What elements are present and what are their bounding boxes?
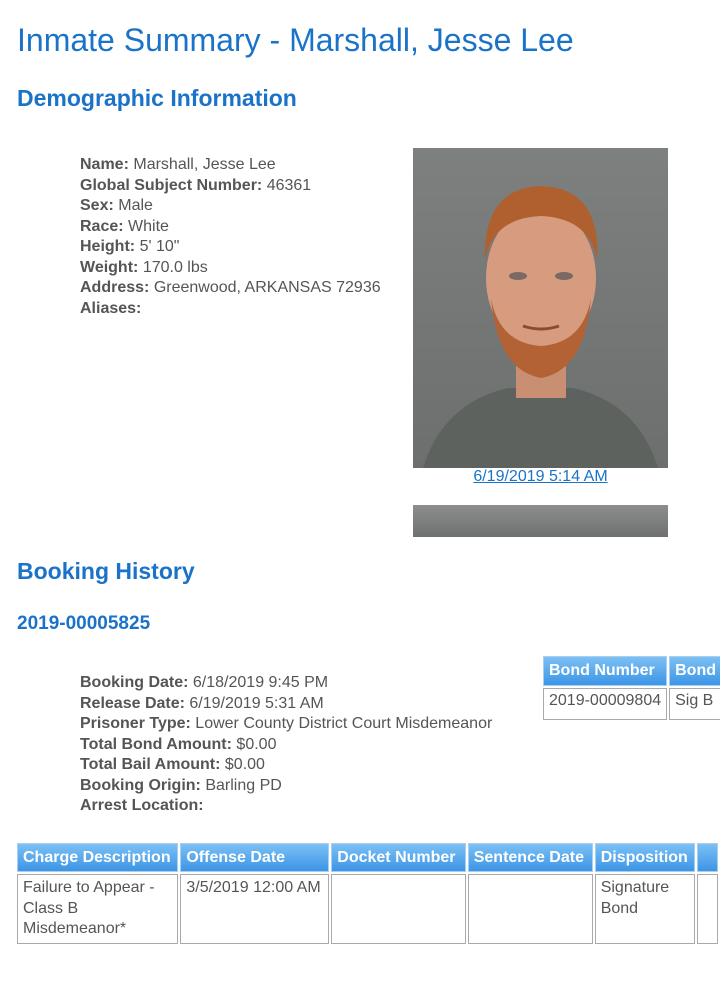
- field-release-date: Release Date: 6/19/2019 5:31 AM: [80, 694, 324, 712]
- sentence-date-column-header[interactable]: Sentence Date: [468, 843, 593, 872]
- field-sex: Sex: Male: [80, 197, 153, 214]
- charge-table: [15, 841, 720, 946]
- field-total-bail-amount: Total Bail Amount: $0.00: [80, 756, 265, 773]
- field-total-bond-amount: Total Bond Amount: $0.00: [80, 735, 277, 753]
- mugshot-image: [413, 148, 668, 468]
- sentence-date-cell: [468, 874, 593, 944]
- field-address: Address: Greenwood, ARKANSAS 72936: [80, 279, 381, 296]
- table-row: [543, 688, 720, 720]
- field-race: Race: White: [80, 217, 169, 235]
- booking-number: 2019-00005825: [17, 613, 151, 634]
- field-name: Name: Marshall, Jesse Lee: [80, 156, 276, 173]
- booking-info: [80, 673, 492, 817]
- disposition-column-header[interactable]: Disposition: [595, 843, 695, 872]
- docket-number-column-header[interactable]: Docket Number: [331, 843, 465, 872]
- mugshot-photo[interactable]: [413, 148, 668, 468]
- charge-description-column-header[interactable]: Charge Description: [17, 843, 178, 872]
- docket-number-cell: [331, 874, 465, 944]
- disposition-cell: Signature Bond: [595, 874, 695, 944]
- field-height: Height: 5' 10": [80, 238, 180, 255]
- demographic-heading: Demographic Information: [17, 85, 297, 111]
- field-global-subject-number: Global Subject Number: 46361: [80, 176, 312, 194]
- field-prisoner-type: Prisoner Type: Lower County District Court Misdemeanor: [80, 715, 493, 732]
- page-title: Inmate Summary - Marshall, Jesse Lee: [17, 22, 574, 58]
- field-weight: Weight: 170.0 lbs: [80, 258, 208, 276]
- bond-type-column-header[interactable]: Bond: [669, 656, 720, 686]
- bond-table: [541, 654, 720, 722]
- bond-number-column-header[interactable]: Bond Number: [543, 656, 667, 686]
- field-booking-origin: Booking Origin: Barling PD: [80, 776, 282, 794]
- booking-history-heading: Booking History: [17, 558, 195, 584]
- bond-number-cell: 2019-00009804: [543, 688, 667, 720]
- table-row: [17, 874, 718, 944]
- extra-column-header[interactable]: [697, 843, 718, 872]
- charge-table-header-row: [17, 843, 718, 872]
- bond-table-header-row: [543, 656, 720, 686]
- field-arrest-location: Arrest Location:: [80, 797, 204, 814]
- photo-date-link[interactable]: 6/19/2019 5:14 AM: [473, 468, 608, 485]
- extra-cell: [697, 874, 718, 944]
- field-booking-date: Booking Date: 6/18/2019 9:45 PM: [80, 674, 329, 691]
- field-aliases: Aliases:: [80, 299, 142, 317]
- offense-date-column-header[interactable]: Offense Date: [180, 843, 329, 872]
- mugshot-photo-secondary[interactable]: [413, 505, 668, 537]
- offense-date-cell: 3/5/2019 12:00 AM: [180, 874, 329, 944]
- bond-type-cell: Sig B: [669, 688, 720, 720]
- charge-description-cell: Failure to Appear - Class B Misdemeanor*: [17, 874, 178, 944]
- demographic-info: [80, 155, 381, 319]
